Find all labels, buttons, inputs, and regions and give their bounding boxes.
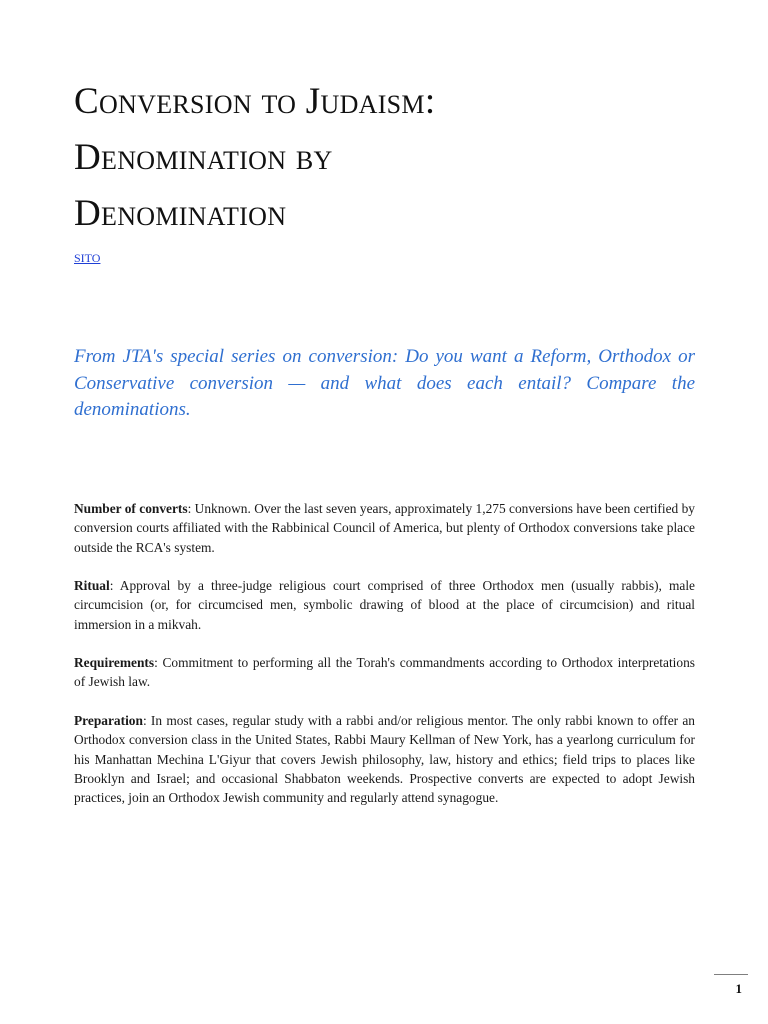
section-ritual xyxy=(74,576,695,634)
section-requirements xyxy=(74,653,695,692)
section-label: Ritual xyxy=(74,578,110,593)
section-text: : Unknown. Over the last seven years, approximately 1,275 conversions have been certified by conversion courts affiliated with the Rabbinical Council of America, but plenty of Orthodox conversions take place outside the RCA's system. xyxy=(74,501,695,555)
author-link[interactable]: SITO xyxy=(74,251,101,265)
intro-paragraph: From JTA's special series on conversion: Do you want a Reform, Orthodox or Conservative conversion — and what does each entail? Compare the denominations. xyxy=(74,346,695,420)
section-label: Requirements xyxy=(74,655,155,670)
page-number: 1 xyxy=(735,981,742,996)
page-number-footer xyxy=(714,974,748,1001)
section-preparation xyxy=(74,711,695,807)
section-text: : Approval by a three-judge religious court comprised of three Orthodox men (usually rabbis), male circumcision (or, for circumcised men, symbolic drawing of blood at the place of circumcision) and ritual immersion in a mikvah. xyxy=(74,578,695,632)
section-label: Number of converts xyxy=(74,501,188,516)
document-title xyxy=(74,74,694,242)
title-line-2: Denomination by xyxy=(74,137,333,178)
section-number-of-converts xyxy=(74,499,695,557)
section-label: Preparation xyxy=(74,713,143,728)
title-line-1: Conversion to Judaism: xyxy=(74,81,436,122)
section-text: : Commitment to performing all the Torah's commandments according to Orthodox interpretations of Jewish law. xyxy=(74,655,695,690)
section-text: : In most cases, regular study with a rabbi and/or religious mentor. The only rabbi known to offer an Orthodox conversion class in the United States, Rabbi Maury Kellman of New York, has a yearlong curriculum for his Manhattan Mechina L'Giyur that covers Jewish philosophy, law, history and ethics; field trips to places like Brooklyn and Israel; and occasional Shabbaton weekends. Prospective converts are expected to adopt Jewish practices, join an Orthodox Jewish community and regularly attend synagogue. xyxy=(74,713,695,806)
title-line-3: Denomination xyxy=(74,193,287,234)
